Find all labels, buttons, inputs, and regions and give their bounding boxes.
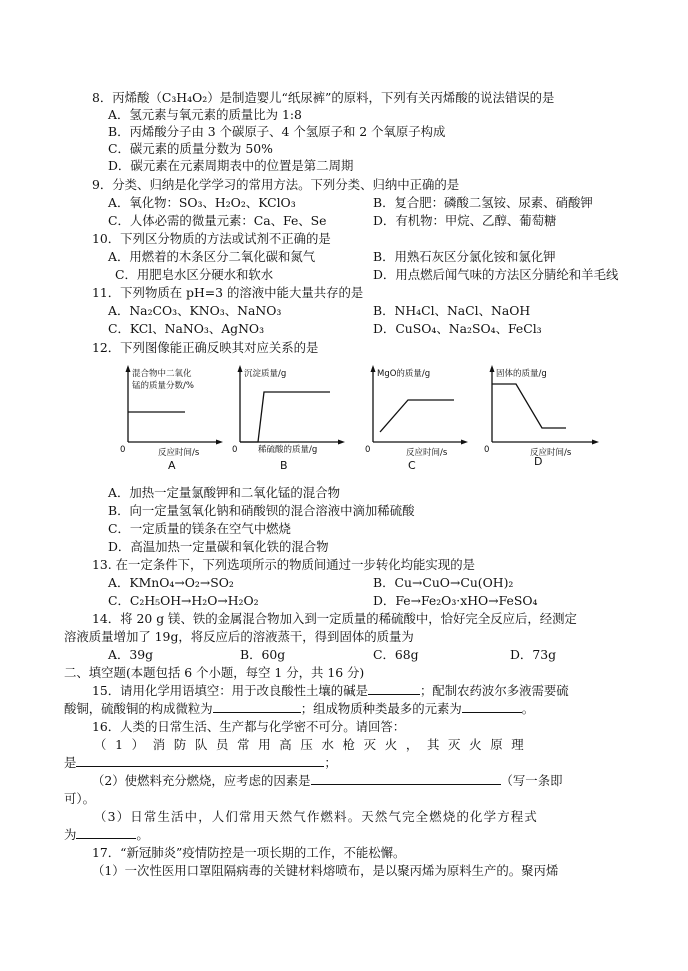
q10-option-b: B．用熟石灰区分氯化铵和氯化钾 bbox=[373, 249, 556, 264]
q8-option-a: A．氢元素与氧元素的质量比为 1:8 bbox=[108, 107, 302, 122]
q12-graphs bbox=[118, 362, 604, 474]
graph-b-ylabel: 沉淀质量/g bbox=[244, 369, 287, 379]
q8-option-b: B．丙烯酸分子由 3 个碳原子、4 个氢原子和 2 个氧原子构成 bbox=[108, 124, 446, 139]
graph-d-line bbox=[492, 384, 566, 428]
q8-option-c: C．碳元素的质量分数为 50% bbox=[108, 141, 273, 156]
q14-option-d: D．73g bbox=[510, 647, 557, 662]
graph-d-origin: 0 bbox=[484, 445, 490, 455]
q13-option-c: C．C₂H₅OH→H₂O→H₂O₂ bbox=[108, 593, 259, 608]
q10-option-d: D．用点燃后闻气味的方法区分腈纶和羊毛线 bbox=[373, 267, 619, 282]
graph-d-xlabel: 反应时间/s bbox=[530, 448, 572, 458]
graph-c-ylabel: MgO的质量/g bbox=[377, 369, 431, 379]
q8-stem: 8．丙烯酸（C₃H₄O₂）是制造婴儿“纸尿裤”的原料，下列有关丙烯酸的说法错误的是 bbox=[92, 90, 555, 105]
q16-blank-3[interactable] bbox=[76, 826, 136, 839]
q9-option-b: B．复合肥：磷酸二氢铵、尿素、硝酸钾 bbox=[373, 195, 593, 210]
q15-blank-1[interactable] bbox=[368, 682, 420, 695]
q9-option-a: A．氧化物：SO₃、H₂O₂、KClO₃ bbox=[108, 195, 296, 210]
q11-option-b: B．NH₄Cl、NaCl、NaOH bbox=[373, 303, 531, 318]
q14-line-2: 溶液质量增加了 19g，将反应后的溶液蒸干，得到固体的质量为 bbox=[64, 629, 414, 644]
section-2-heading: 二、填空题(本题包括 6 个小题，每空 1 分，共 16 分) bbox=[64, 665, 365, 680]
q16-stem: 16．人类的日常生活、生产都与化学密不可分。请回答： bbox=[92, 719, 406, 734]
q12-option-a: A．加热一定量氯酸钾和二氧化锰的混合物 bbox=[108, 485, 340, 500]
q16-sub-2-line-2: 可）。 bbox=[64, 791, 95, 806]
q9-option-c: C．人体必需的微量元素：Ca、Fe、Se bbox=[108, 213, 327, 228]
q10-option-a: A．用燃着的木条区分二氧化碳和氮气 bbox=[108, 249, 316, 264]
q15-line-1: 15．请用化学用语填空：用于改良酸性土壤的碱是 ；配制农药波尔多液需要硫 bbox=[92, 683, 569, 698]
q14-option-c: C．68g bbox=[373, 647, 419, 662]
graph-b-letter: B bbox=[280, 459, 288, 472]
graph-c-origin: 0 bbox=[365, 445, 371, 455]
graph-a-letter: A bbox=[168, 459, 176, 472]
q10-option-c: C．用肥皂水区分硬水和软水 bbox=[115, 267, 274, 282]
q14-line-1: 14．将 20 g 镁、铁的金属混合物加入到一定质量的稀硫酸中，恰好完全反应后，经测定 bbox=[92, 611, 577, 626]
graph-d-ylabel: 固体的质量/g bbox=[496, 369, 547, 379]
q14-option-b: B．60g bbox=[240, 647, 286, 662]
graph-a-ylabel-2: 锰的质量分数/% bbox=[132, 381, 194, 391]
q13-stem: 13. 在一定条件下，下列选项所示的物质间通过一步转化均能实现的是 bbox=[92, 557, 475, 572]
q12-option-d: D．高温加热一定量碳和氧化铁的混合物 bbox=[108, 539, 329, 554]
graph-c-line bbox=[380, 400, 454, 432]
q15-blank-3[interactable] bbox=[462, 700, 522, 713]
q13-option-a: A．KMnO₄→O₂→SO₂ bbox=[108, 575, 234, 590]
q16-sub-3: （3）日常生活中，人们常用天然气作燃料。天然气完全燃烧的化学方程式 bbox=[94, 809, 538, 824]
q13-option-d: D．Fe→Fe₂O₃·xHO→FeSO₄ bbox=[373, 593, 538, 608]
q15-blank-2[interactable] bbox=[213, 700, 301, 713]
q14-option-a: A．39g bbox=[108, 647, 154, 662]
graph-b-origin: 0 bbox=[232, 445, 238, 455]
q10-stem: 10．下列区分物质的方法或试剂不正确的是 bbox=[92, 231, 331, 246]
q16-sub-2: （2）使燃料充分燃烧，应考虑的因素是 （写一条即 bbox=[92, 773, 563, 788]
graph-d-letter: D bbox=[534, 455, 543, 468]
q13-option-b: B．Cu→CuO→Cu(OH)₂ bbox=[373, 575, 514, 590]
graph-c-xlabel: 反应时间/s bbox=[406, 448, 448, 458]
graph-a-xlabel: 反应时间/s bbox=[158, 448, 200, 458]
graph-a-origin: 0 bbox=[120, 445, 126, 455]
graph-c-letter: C bbox=[408, 459, 416, 472]
q8-option-d: D．碳元素在元素周期表中的位置是第二周期 bbox=[108, 158, 354, 173]
q11-option-d: D．CuSO₄、Na₂SO₄、FeCl₃ bbox=[373, 321, 542, 336]
graph-d bbox=[484, 365, 599, 468]
q16-sub-1: （1）消防队员常用高压水枪灭火，其灭火原理 bbox=[94, 737, 533, 752]
q16-blank-1[interactable] bbox=[76, 754, 324, 767]
graph-a-ylabel-1: 混合物中二氧化 bbox=[132, 369, 192, 379]
q11-stem: 11．下列物质在 pH=3 的溶液中能大量共存的是 bbox=[92, 285, 364, 300]
graph-a bbox=[120, 365, 223, 472]
q16-blank-2[interactable] bbox=[311, 772, 501, 785]
q17-sub-1: （1）一次性医用口罩阻隔病毒的关键材料熔喷布，是以聚丙烯为原料生产的。聚丙烯 bbox=[92, 863, 559, 878]
q9-option-d: D．有机物：甲烷、乙醇、葡萄糖 bbox=[373, 213, 557, 228]
graph-b-line bbox=[240, 392, 330, 442]
q9-stem: 9．分类、归纳是化学学习的常用方法。下列分类、归纳中正确的是 bbox=[92, 177, 460, 192]
q12-option-c: C．一定质量的镁条在空气中燃烧 bbox=[108, 521, 291, 536]
graph-b bbox=[232, 365, 345, 472]
q11-option-c: C．KCl、NaNO₃、AgNO₃ bbox=[108, 321, 265, 336]
q16-sub-1-line-2: 是 ； bbox=[64, 755, 337, 770]
q16-sub-3-line-2: 为 。 bbox=[64, 827, 149, 842]
q11-option-a: A．Na₂CO₃、KNO₃、NaNO₃ bbox=[108, 303, 282, 318]
graph-b-xlabel: 稀硫酸的质量/g bbox=[258, 445, 318, 455]
graph-c bbox=[365, 365, 468, 472]
q12-option-b: B．向一定量氢氧化钠和硝酸钡的混合溶液中滴加稀硫酸 bbox=[108, 503, 415, 518]
q15-line-2: 酸铜，硫酸铜的构成微粒为 ；组成物质种类最多的元素为 。 bbox=[64, 701, 535, 716]
q17-stem: 17．“新冠肺炎”疫情防控是一项长期的工作，不能松懈。 bbox=[92, 845, 406, 860]
q12-stem: 12．下列图像能正确反映其对应关系的是 bbox=[92, 340, 319, 355]
